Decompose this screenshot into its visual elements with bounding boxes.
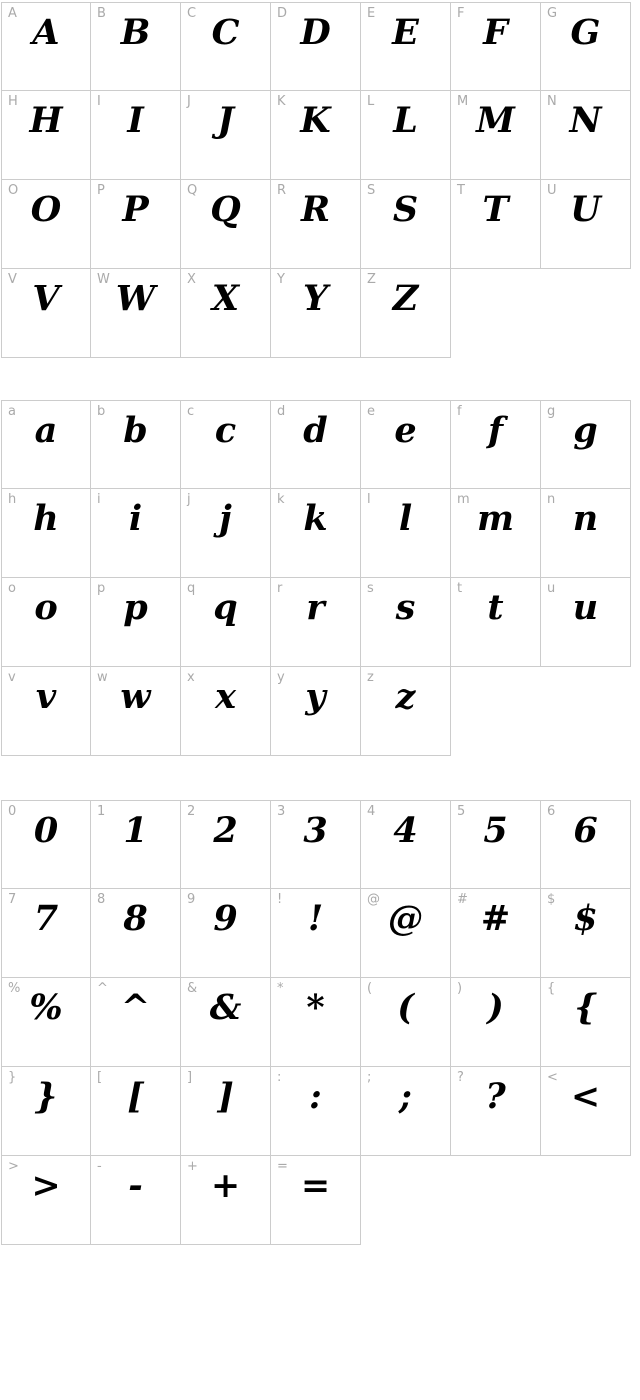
cell-glyph: G [570,12,601,53]
glyph-cell [91,667,181,756]
cell-glyph: o [34,587,58,628]
cell-label: 2 [187,804,196,819]
glyph-cell [451,800,541,889]
uppercase-grid [1,2,640,358]
cell-label: 0 [8,804,17,819]
cell-glyph: 2 [213,810,238,851]
cell-glyph: E [392,12,419,53]
cell-glyph: ; [399,1076,412,1117]
cell-glyph: # [480,898,511,939]
cell-glyph: d [303,410,328,451]
cell-glyph: v [35,676,57,717]
glyph-cell [1,400,91,489]
glyph-cell [361,269,451,358]
cell-label: V [8,272,17,287]
cell-label: o [8,581,16,596]
glyph-cell [1,978,91,1067]
cell-label: N [547,94,557,109]
cell-glyph: O [30,189,62,230]
cell-label: ( [367,981,373,996]
glyph-cell [451,91,541,180]
cell-glyph: r [306,587,325,628]
digits-symbols-grid [1,800,640,1245]
cell-glyph: Y [303,278,328,319]
cell-glyph: ] [217,1076,234,1117]
glyph-cell [361,1067,451,1156]
glyph-cell [451,1067,541,1156]
cell-glyph: n [572,498,599,539]
glyph-cell [181,400,271,489]
glyph-cell [271,667,361,756]
cell-label: D [277,6,288,21]
cell-label: > [8,1159,19,1174]
cell-glyph: t [487,587,504,628]
cell-glyph: 1 [123,810,148,851]
glyph-cell [271,1067,361,1156]
charmap-row [1,2,640,91]
glyph-cell [181,978,271,1067]
cell-glyph: F [483,12,508,53]
cell-label: W [97,272,110,287]
cell-label: d [277,404,286,419]
cell-glyph: V [32,278,60,319]
cell-label: C [187,6,197,21]
charmap-row [1,1156,640,1245]
cell-glyph: c [214,410,237,451]
charmap-row [1,578,640,667]
glyph-cell [1,667,91,756]
cell-label: + [187,1159,198,1174]
cell-glyph: W [115,278,156,319]
glyph-cell [1,91,91,180]
glyph-cell [1,889,91,978]
cell-label: Q [187,183,198,198]
cell-glyph: I [127,100,144,141]
cell-glyph: y [305,676,326,717]
cell-label: p [97,581,106,596]
charmap-row [1,489,640,578]
cell-label: j [187,492,191,507]
cell-label: $ [547,892,556,907]
glyph-cell [541,578,631,667]
glyph-cell [91,91,181,180]
charmap-row [1,91,640,180]
cell-label: E [367,6,376,21]
glyph-cell [541,400,631,489]
cell-label: [ [97,1070,103,1085]
glyph-cell [181,2,271,91]
cell-glyph: Z [392,278,419,319]
glyph-cell [451,889,541,978]
cell-glyph: > [31,1165,61,1206]
glyph-cell [271,2,361,91]
cell-label: { [547,981,556,996]
glyph-cell [271,800,361,889]
cell-glyph: } [34,1076,58,1117]
cell-label: - [97,1159,102,1174]
cell-glyph: { [574,987,597,1028]
glyph-cell [91,800,181,889]
cell-label: u [547,581,556,596]
charmap-row [1,269,640,358]
cell-glyph: m [476,498,515,539]
glyph-cell [91,1156,181,1245]
cell-label: x [187,670,195,685]
glyph-cell [1,180,91,269]
charmap-row [1,800,640,889]
cell-label: 7 [8,892,17,907]
cell-label: I [97,94,101,109]
cell-label: s [367,581,374,596]
glyph-cell [361,180,451,269]
glyph-cell [181,889,271,978]
cell-label: i [97,492,101,507]
cell-glyph: @ [388,898,423,939]
cell-glyph: - [128,1165,143,1206]
cell-label: ] [187,1070,193,1085]
cell-glyph: $ [573,898,598,939]
cell-label: G [547,6,558,21]
glyph-cell [1,489,91,578]
cell-glyph: K [300,100,331,141]
glyph-cell [541,91,631,180]
glyph-cell [541,978,631,1067]
cell-glyph: A [32,12,60,53]
cell-label: f [457,404,462,419]
glyph-cell [451,978,541,1067]
glyph-cell [361,91,451,180]
cell-glyph: < [570,1076,601,1117]
cell-glyph: H [29,100,63,141]
glyph-cell [1,578,91,667]
cell-glyph: w [120,676,151,717]
glyph-cell [181,1156,271,1245]
glyph-cell [1,1067,91,1156]
cell-label: r [277,581,283,596]
glyph-cell [181,180,271,269]
cell-label: X [187,272,196,287]
cell-label: Y [277,272,285,287]
glyph-cell [361,578,451,667]
glyph-cell [541,1067,631,1156]
cell-glyph: s [395,587,416,628]
cell-glyph: f [487,410,504,451]
glyph-cell [1,269,91,358]
glyph-cell [271,889,361,978]
cell-label: 6 [547,804,556,819]
cell-glyph: j [219,498,232,539]
cell-glyph: Q [210,189,241,230]
cell-label: * [277,981,284,996]
glyph-cell [541,180,631,269]
glyph-cell [181,800,271,889]
cell-label: # [457,892,468,907]
glyph-cell [541,889,631,978]
cell-label: w [97,670,108,685]
cell-label: c [187,404,195,419]
glyph-cell [91,400,181,489]
cell-label: = [277,1159,288,1174]
cell-glyph: k [303,498,328,539]
glyph-cell [271,400,361,489]
glyph-cell [181,489,271,578]
charmap-row [1,978,640,1067]
glyph-cell [181,91,271,180]
cell-glyph: 8 [123,898,148,939]
cell-glyph: z [395,676,416,717]
glyph-cell [361,2,451,91]
cell-glyph: X [211,278,240,319]
cell-label: A [8,6,17,21]
cell-glyph: l [398,498,413,539]
glyph-cell [91,978,181,1067]
glyph-cell [361,800,451,889]
cell-label: y [277,670,285,685]
glyph-cell [181,1067,271,1156]
glyph-cell [1,2,91,91]
cell-glyph: [ [127,1076,144,1117]
cell-label: Z [367,272,376,287]
cell-label: H [8,94,18,109]
glyph-cell [541,489,631,578]
glyph-cell [361,667,451,756]
glyph-cell [451,400,541,489]
cell-label: M [457,94,469,109]
cell-glyph: N [569,100,602,141]
cell-label: F [457,6,465,21]
lowercase-grid [1,400,640,756]
glyph-cell [541,800,631,889]
cell-label: z [367,670,374,685]
cell-label: S [367,183,376,198]
cell-glyph: 7 [33,898,59,939]
glyph-cell [181,269,271,358]
cell-glyph: 5 [483,810,508,851]
cell-label: O [8,183,19,198]
cell-label: t [457,581,463,596]
glyph-cell [451,578,541,667]
glyph-cell [271,180,361,269]
glyph-cell [271,489,361,578]
cell-glyph: % [29,987,63,1028]
glyph-cell [91,2,181,91]
cell-label: g [547,404,556,419]
cell-label: 4 [367,804,376,819]
glyph-cell [541,2,631,91]
glyph-cell [1,1156,91,1245]
cell-glyph: 3 [303,810,328,851]
cell-label: R [277,183,287,198]
glyph-cell [181,578,271,667]
cell-glyph: i [128,498,143,539]
cell-label: b [97,404,106,419]
charmap-row [1,1067,640,1156]
glyph-cell [271,269,361,358]
glyph-cell [271,978,361,1067]
charmap-row [1,180,640,269]
cell-label: 1 [97,804,106,819]
cell-label: L [367,94,375,109]
cell-label: 9 [187,892,196,907]
charmap-row [1,667,640,756]
cell-label: & [187,981,198,996]
cell-label: v [8,670,16,685]
cell-label: 5 [457,804,466,819]
cell-label: T [457,183,465,198]
cell-glyph: & [209,987,242,1028]
cell-label: h [8,492,17,507]
cell-glyph: L [393,100,418,141]
cell-glyph: g [573,410,598,451]
cell-label: q [187,581,196,596]
cell-glyph: ) [487,987,504,1028]
cell-glyph: ^ [120,987,151,1028]
cell-glyph: U [570,189,601,230]
cell-glyph: C [211,12,240,53]
glyph-cell [271,1156,361,1245]
cell-glyph: p [123,587,148,628]
cell-glyph: a [34,410,58,451]
cell-glyph: 4 [393,810,418,851]
cell-glyph: M [476,100,515,141]
cell-label: ! [277,892,283,907]
cell-glyph: S [392,189,419,230]
cell-glyph: T [482,189,509,230]
glyph-cell [181,667,271,756]
cell-glyph: ? [485,1076,506,1117]
glyph-cell [91,889,181,978]
glyph-cell [451,2,541,91]
glyph-cell [451,489,541,578]
cell-glyph: b [123,410,148,451]
cell-label: e [367,404,375,419]
glyph-cell [91,1067,181,1156]
glyph-cell [91,578,181,667]
cell-label: ) [457,981,463,996]
cell-glyph: ! [307,898,324,939]
glyph-cell [1,800,91,889]
cell-label: ? [457,1070,464,1085]
cell-glyph: h [33,498,59,539]
cell-glyph: u [572,587,599,628]
cell-glyph: B [120,12,151,53]
cell-label: 3 [277,804,286,819]
cell-label: ^ [97,981,108,996]
cell-glyph: R [300,189,331,230]
cell-label: % [8,981,21,996]
cell-label: J [187,94,191,109]
cell-glyph: 0 [33,810,59,851]
glyph-cell [91,180,181,269]
cell-label: k [277,492,285,507]
cell-glyph: 9 [213,898,238,939]
cell-glyph: P [122,189,149,230]
glyph-cell [91,489,181,578]
glyph-cell [361,400,451,489]
cell-glyph: + [210,1165,241,1206]
cell-glyph: q [213,587,238,628]
glyph-cell [361,978,451,1067]
cell-glyph: J [217,100,234,141]
glyph-cell [361,489,451,578]
cell-glyph: ( [397,987,414,1028]
cell-glyph: D [300,12,331,53]
cell-label: U [547,183,557,198]
cell-glyph: * [306,987,325,1028]
cell-label: } [8,1070,17,1085]
cell-label: @ [367,892,380,907]
cell-glyph: 6 [573,810,598,851]
cell-label: n [547,492,556,507]
cell-label: a [8,404,16,419]
cell-label: l [367,492,371,507]
charmap-row [1,889,640,978]
cell-label: ; [367,1070,372,1085]
cell-label: 8 [97,892,106,907]
cell-label: K [277,94,286,109]
glyph-cell [271,578,361,667]
cell-glyph: : [309,1076,322,1117]
glyph-cell [271,91,361,180]
cell-label: < [547,1070,558,1085]
cell-label: m [457,492,470,507]
cell-label: B [97,6,106,21]
glyph-cell [361,889,451,978]
cell-glyph: e [394,410,417,451]
glyph-cell [91,269,181,358]
glyph-cell [451,180,541,269]
cell-glyph: = [300,1165,331,1206]
charmap-row [1,400,640,489]
cell-label: : [277,1070,282,1085]
cell-glyph: x [215,676,236,717]
cell-label: P [97,183,105,198]
